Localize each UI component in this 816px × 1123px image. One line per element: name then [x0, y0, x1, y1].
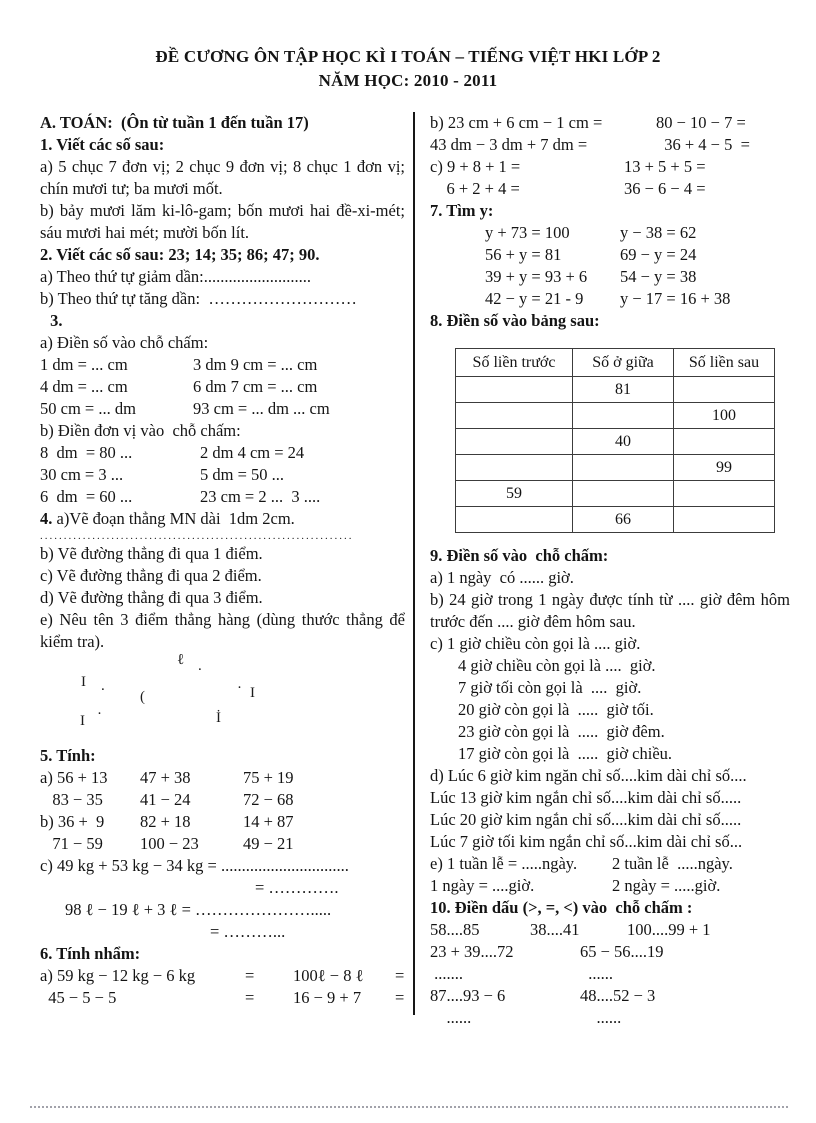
expression: 42 − y = 21 - 9 — [485, 289, 584, 308]
expression: ...... — [430, 1008, 472, 1027]
table-row — [456, 377, 775, 403]
text-line: Lúc 20 giờ kim ngắn chỉ số....kim dài chỉ số..... — [430, 810, 742, 829]
text-line: b) bảy mươi lăm ki-lô-gam; bốn mươi hai đề-xi-mét; sáu mươi hai mét; mười bốn lít. — [40, 201, 405, 242]
page-header — [0, 45, 816, 93]
expression: ...... — [580, 964, 613, 983]
expression-row — [40, 398, 405, 420]
point-mark: I — [80, 713, 85, 729]
expression-row — [430, 178, 790, 200]
expression: 48....52 − 3 — [580, 986, 656, 1005]
expression: 38....41 — [530, 920, 580, 939]
text-line: d) Vẽ đường thẳng đi qua 3 điểm. — [40, 588, 263, 607]
expression: 3 dm 9 cm = ... cm — [193, 355, 318, 374]
section-heading: 5. Tính: — [40, 746, 96, 765]
expression: 1 dm = ... cm — [40, 355, 128, 374]
text-line: 17 giờ còn gọi là ..... giờ chiều. — [458, 744, 673, 763]
expression: 6 + 2 + 4 = — [430, 179, 520, 198]
table-cell — [674, 377, 775, 403]
table-header-cell: Số liền sau — [674, 349, 775, 377]
expression: 100....99 + 1 — [627, 920, 711, 939]
expression-row — [40, 965, 405, 987]
table-row — [456, 507, 775, 533]
table-cell — [456, 377, 573, 403]
expression: 100ℓ − 8 ℓ — [293, 966, 364, 985]
section-heading: 2. Viết các số sau: 23; 14; 35; 86; 47; 90. — [40, 245, 320, 264]
expression: 58....85 — [430, 920, 480, 939]
left-column — [40, 112, 405, 1029]
expression: 41 − 24 — [140, 790, 191, 809]
point-mark: · — [237, 680, 242, 696]
point-mark: ( — [140, 689, 145, 705]
point-mark: İ — [216, 710, 221, 726]
expression: 13 + 5 + 5 = — [624, 157, 706, 176]
expression: 87....93 − 6 — [430, 986, 506, 1005]
section-heading: 6. Tính nhẩm: — [40, 944, 141, 963]
table-cell — [456, 455, 573, 481]
text-line: c) 1 giờ chiều còn gọi là .... giờ. — [430, 634, 641, 653]
expression: 54 − y = 38 — [620, 267, 697, 286]
text-line: b) Vẽ đường thẳng đi qua 1 điểm. — [40, 544, 263, 563]
expression: 47 + 38 — [140, 768, 191, 787]
expression-row — [40, 486, 405, 508]
text-line: 4 giờ chiều còn gọi là .... giờ. — [458, 656, 656, 675]
text-line: b) Điền đơn vị vào chỗ chấm: — [40, 421, 241, 440]
expression: 69 − y = 24 — [620, 245, 697, 264]
text-line: Lúc 7 giờ tối kim ngắn chỉ số...kim dài chỉ số... — [430, 832, 743, 851]
text-line: = ………... — [210, 922, 286, 941]
expression: 72 − 68 — [243, 790, 294, 809]
dotted-fill-line: .................................................................. — [40, 530, 354, 542]
expression-row — [430, 853, 790, 875]
text-line: 4. a)Vẽ đoạn thẳng MN dài 1dm 2cm. — [40, 509, 295, 528]
table-cell: 59 — [456, 481, 573, 507]
expression: 75 + 19 — [243, 768, 294, 787]
expression: 50 cm = ... dm — [40, 399, 136, 418]
expression: = — [245, 988, 255, 1007]
expression-row — [430, 134, 790, 156]
expression: b) 36 + 9 — [40, 812, 105, 831]
section-heading: 10. Điền dấu (>, =, <) vào chỗ chấm : — [430, 898, 693, 917]
table-cell — [573, 403, 674, 429]
expression: 39 + y = 93 + 6 — [485, 267, 588, 286]
table-cell — [456, 429, 573, 455]
expression: ....... — [430, 964, 463, 983]
two-column-body — [40, 112, 790, 1029]
expression: a) 59 kg − 12 kg − 6 kg — [40, 966, 196, 985]
table-row — [456, 481, 775, 507]
text-line: a) 5 chục 7 đơn vị; 2 chục 9 đơn vị; 8 chục 1 đơn vị; chín mươi tư; ba mươi mốt. — [40, 157, 405, 198]
expression: 4 dm = ... cm — [40, 377, 128, 396]
table-cell — [456, 403, 573, 429]
expression: y + 73 = 100 — [485, 223, 570, 242]
table-header-row — [456, 349, 775, 377]
expression-row — [430, 244, 790, 266]
table-cell — [674, 481, 775, 507]
expression: b) 23 cm + 6 cm − 1 cm = — [430, 113, 603, 132]
page-subtitle: NĂM HỌC: 2010 - 2011 — [318, 71, 498, 90]
expression-row — [40, 833, 405, 855]
expression-row — [40, 987, 405, 1009]
section-heading: A. TOÁN: (Ôn từ tuần 1 đến tuần 17) — [40, 113, 309, 132]
point-mark: . — [101, 678, 105, 694]
expression-row — [40, 811, 405, 833]
expression-row — [40, 376, 405, 398]
expression: 83 − 35 — [40, 790, 103, 809]
text-line: = …………. — [255, 878, 339, 897]
expression: 14 + 87 — [243, 812, 294, 831]
page-title: ĐỀ CƯƠNG ÔN TẬP HỌC KÌ I TOÁN – TIẾNG VIỆT HKI LỚP 2 — [155, 47, 661, 66]
expression: 43 dm − 3 dm + 7 dm = — [430, 135, 588, 154]
expression-row — [40, 442, 405, 464]
expression-row — [40, 464, 405, 486]
text-line: 23 giờ còn gọi là ..... giờ đêm. — [458, 722, 665, 741]
text-line: d) Lúc 6 giờ kim ngăn chỉ số....kim dài chỉ số.... — [430, 766, 747, 785]
table-row — [456, 455, 775, 481]
text-line: c) Vẽ đường thẳng đi qua 2 điểm. — [40, 566, 262, 585]
point-mark: · — [97, 706, 102, 722]
spacer — [430, 535, 790, 545]
table-cell — [456, 507, 573, 533]
point-mark: I — [250, 685, 255, 701]
expression: 56 + y = 81 — [485, 245, 562, 264]
expression: 93 cm = ... dm ... cm — [193, 399, 330, 418]
text-line: e) Nêu tên 3 điểm thẳng hàng (dùng thước thẳng để kiểm tra). — [40, 610, 405, 651]
spacer — [430, 332, 790, 346]
expression: 36 − 6 − 4 = — [624, 179, 706, 198]
expression: 80 − 10 − 7 = — [656, 113, 746, 132]
text-line: a) Theo thứ tự giảm dần:.......................... — [40, 267, 312, 286]
expression: 16 − 9 + 7 — [293, 988, 362, 1007]
expression: a) 56 + 13 — [40, 768, 108, 787]
column-divider-line — [413, 112, 415, 1015]
text-line: c) 49 kg + 53 kg − 34 kg = ............................... — [40, 856, 349, 875]
table-row — [456, 403, 775, 429]
right-column — [430, 112, 790, 1029]
expression-row — [430, 266, 790, 288]
expression: 6 dm 7 cm = ... cm — [193, 377, 318, 396]
expression: 2 dm 4 cm = 24 — [200, 443, 305, 462]
expression: 65 − 56....19 — [580, 942, 664, 961]
table-cell — [674, 507, 775, 533]
expression: y − 17 = 16 + 38 — [620, 289, 731, 308]
expression: 100 − 23 — [140, 834, 199, 853]
expression: e) 1 tuần lễ = .....ngày. — [430, 854, 578, 873]
expression-row — [430, 1007, 790, 1029]
expression: 45 − 5 − 5 — [40, 988, 117, 1007]
table-cell: 66 — [573, 507, 674, 533]
expression: 8 dm = 80 ... — [40, 443, 133, 462]
text-line: Lúc 13 giờ kim ngắn chỉ số....kim dài chỉ số..... — [430, 788, 742, 807]
section-heading: 8. Điền số vào bảng sau: — [430, 311, 600, 330]
section-heading: 7. Tìm y: — [430, 201, 494, 220]
expression: 36 + 4 − 5 = — [656, 135, 750, 154]
expression: c) 9 + 8 + 1 = — [430, 157, 521, 176]
expression: = — [395, 966, 405, 985]
text-line: b) 24 giờ trong 1 ngày được tính từ .... giờ đêm hôm trước đến .... giờ đêm hôm sau. — [430, 590, 790, 631]
expression: = — [395, 988, 405, 1007]
expression-row — [430, 288, 790, 310]
table-header-cell: Số ở giữa — [573, 349, 674, 377]
expression: 6 dm = 60 ... — [40, 487, 133, 506]
text-line: 98 ℓ − 19 ℓ + 3 ℓ = …………………..... — [65, 900, 332, 919]
text-line: 7 giờ tối còn gọi là .... giờ. — [458, 678, 642, 697]
expression: = — [245, 966, 255, 985]
table-header-cell: Số liền trước — [456, 349, 573, 377]
expression-row — [430, 875, 790, 897]
table-cell — [674, 429, 775, 455]
expression: 23 + 39....72 — [430, 942, 514, 961]
table-cell: 40 — [573, 429, 674, 455]
number-table — [455, 348, 775, 533]
expression-row — [430, 919, 790, 941]
point-mark: . — [198, 658, 202, 674]
expression: 49 − 21 — [243, 834, 294, 853]
expression: 23 cm = 2 ... 3 .... — [200, 487, 321, 506]
expression: 30 cm = 3 ... — [40, 465, 124, 484]
points-figure — [40, 653, 405, 745]
expression-row — [430, 222, 790, 244]
table-row — [456, 429, 775, 455]
section-heading: 3. — [46, 311, 63, 330]
table-cell — [573, 481, 674, 507]
table-cell: 99 — [674, 455, 775, 481]
section-heading: 9. Điền số vào chỗ chấm: — [430, 546, 609, 565]
expression-row — [430, 963, 790, 985]
expression: 1 ngày = ....giờ. — [430, 876, 535, 895]
point-mark: I — [81, 674, 86, 690]
page-bottom-dotted-line — [30, 1106, 788, 1108]
expression-row — [40, 767, 405, 789]
text-line: a) 1 ngày có ...... giờ. — [430, 568, 574, 587]
expression-row — [430, 985, 790, 1007]
expression-row — [40, 789, 405, 811]
text-line: 20 giờ còn gọi là ..... giờ tối. — [458, 700, 654, 719]
section-heading: 1. Viết các số sau: — [40, 135, 165, 154]
text-line: b) Theo thứ tự tăng dần: ……………………… — [40, 289, 357, 308]
expression: 71 − 59 — [40, 834, 103, 853]
expression: 5 dm = 50 ... — [200, 465, 285, 484]
text-line: a) Điền số vào chỗ chấm: — [40, 333, 209, 352]
expression-row — [430, 156, 790, 178]
expression: 82 + 18 — [140, 812, 191, 831]
expression: 2 tuần lễ .....ngày. — [612, 854, 733, 873]
table-cell: 81 — [573, 377, 674, 403]
expression: ...... — [580, 1008, 622, 1027]
expression: 2 ngày = .....giờ. — [612, 876, 721, 895]
expression-row — [430, 941, 790, 963]
point-mark: ℓ — [177, 652, 185, 668]
bold-prefix: 4. — [40, 509, 53, 528]
expression-row — [40, 354, 405, 376]
expression: y − 38 = 62 — [620, 223, 697, 242]
expression-row — [430, 112, 790, 134]
table-cell — [573, 455, 674, 481]
table-cell: 100 — [674, 403, 775, 429]
